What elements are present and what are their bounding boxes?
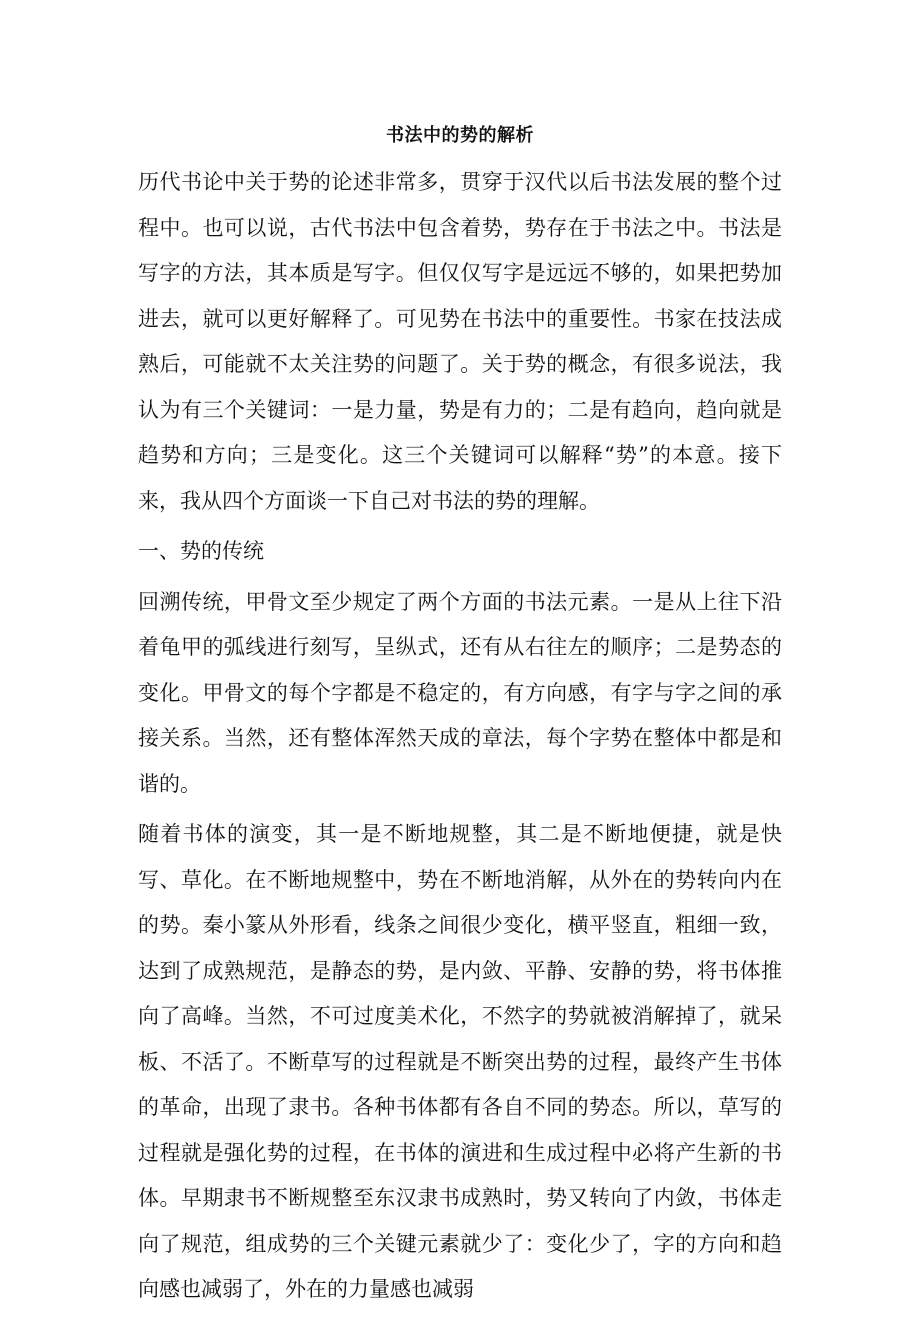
document-body — [138, 160, 782, 1318]
document-title: 书法中的势的解析 — [386, 125, 534, 146]
intro-paragraph: 历代书论中关于势的论述非常多，贯穿于汉代以后书法发展的整个过程中。也可以说，古代书法中包含着势，势存在于书法之中。书法是写字的方法，其本质是写字。但仅仅写字是远远不够的，如果把势加进去，就可以更好解释了。可见势在书法中的重要性。书家在技法成熟后，可能就不太关注势的问题了。关于势的概念，有很多说法，我认为有三个关键词：一是力量，势是有力的；二是有趋向，趋向就是趋势和方向；三是变化。这三个关键词可以解释“势”的本意。接下来，我从四个方面谈一下自己对书法的势的理解。 — [138, 170, 782, 513]
section-paragraph: 随着书体的演变，其一是不断地规整，其二是不断地便捷，就是快写、草化。在不断地规整中，势在不断地消解，从外在的势转向内在的势。秦小篆从外形看，线条之间很少变化，横平竖直，粗细一致，达到了成熟规范，是静态的势，是内敛、平静、安静的势，将书体推向了高峰。当然，不可过度美术化，不然字的势就被消解掉了，就呆板、不活了。不断草写的过程就是不断突出势的过程，最终产生书体的革命，出现了隶书。各种书体都有各自不同的势态。所以，草写的过程就是强化势的过程，在书体的演进和生成过程中必将产生新的书体。早期隶书不断规整至东汉隶书成熟时，势又转向了内敛，书体走向了规范，组成势的三个关键元素就少了：变化少了，字的方向和趋向感也减弱了，外在的力量感也减弱 — [138, 822, 782, 1301]
section-heading: 一、势的传统 — [138, 539, 264, 563]
section-paragraph: 回溯传统，甲骨文至少规定了两个方面的书法元素。一是从上往下沿着龟甲的弧线进行刻写，呈纵式，还有从右往左的顺序；二是势态的变化。甲骨文的每个字都是不稳定的，有方向感，有字与字之间的承接关系。当然，还有整体浑然天成的章法，每个字势在整体中都是和谐的。 — [138, 589, 782, 796]
